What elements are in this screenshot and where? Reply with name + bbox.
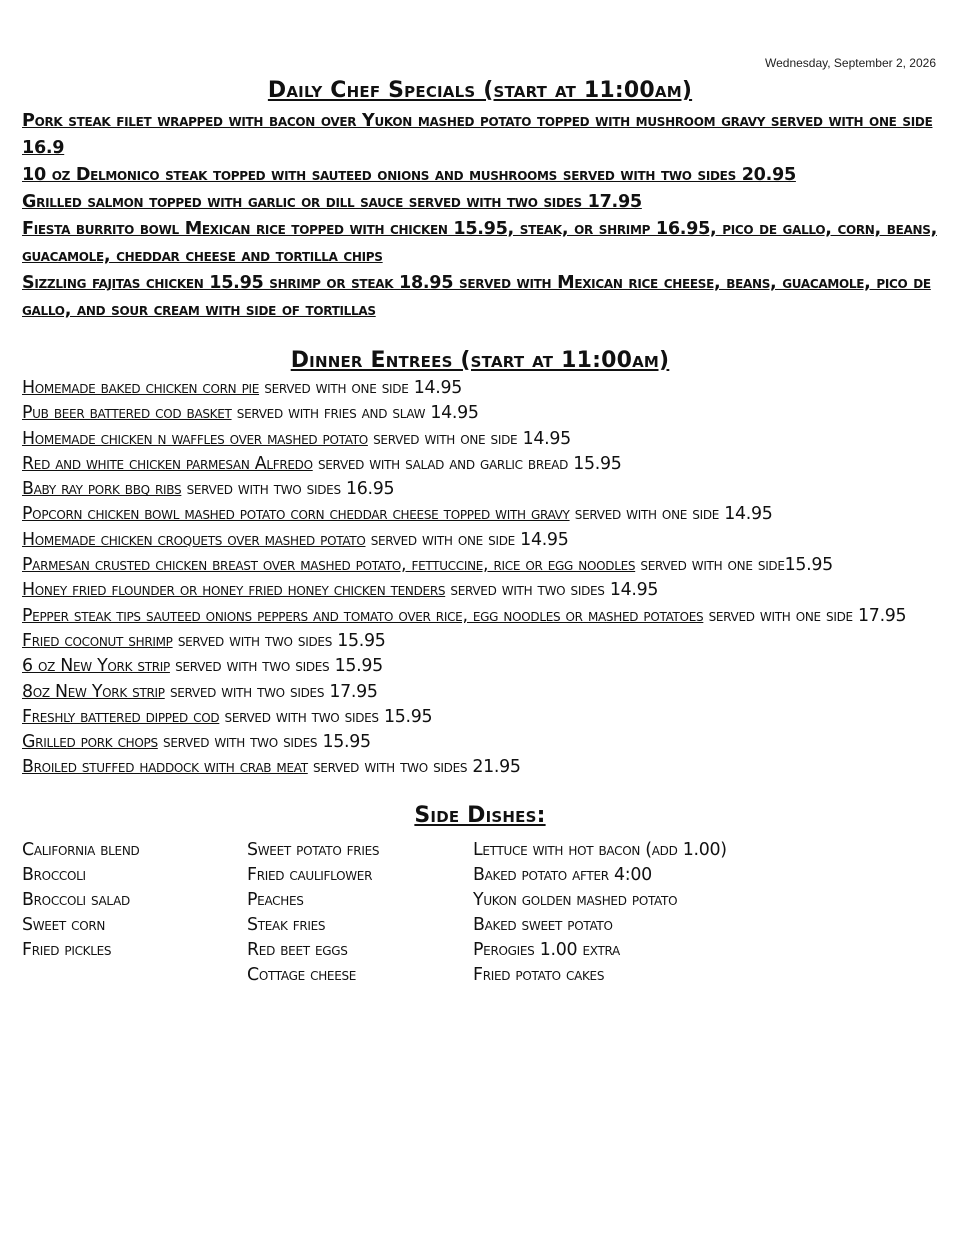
entree-item: [22, 755, 938, 780]
entree-name: Pub beer battered cod basket: [22, 403, 232, 424]
special-item: Fiesta burrito bowl Mexican rice topped with chicken 15.95, steak, or shrimp 16.95, pico de gallo, corn, beans, guacamole, cheddar cheese and tortilla chips: [22, 219, 937, 266]
side-item: Baked sweet potato: [473, 914, 613, 935]
entree-item: [22, 502, 938, 527]
entree-item: [22, 629, 938, 654]
entree-item: [22, 680, 938, 705]
entree-detail: served with two sides 16.95: [181, 479, 395, 500]
entree-item: [22, 730, 938, 755]
special-item: Grilled salmon topped with garlic or dill sauce served with two sides 17.95: [22, 192, 642, 212]
entree-item: [22, 705, 938, 730]
entree-name: Parmesan crusted chicken breast over mashed potato, fettuccine, rice or egg noodles: [22, 555, 636, 576]
entree-name: Freshly battered dipped cod: [22, 706, 220, 727]
entree-name: Fried coconut shrimp: [22, 630, 173, 651]
entree-detail: served with one side 14.95: [259, 378, 463, 398]
side-item-empty: [22, 964, 247, 987]
entree-detail: served with salad and garlic bread 15.95: [312, 453, 622, 474]
entree-name: Popcorn chicken bowl mashed potato corn cheddar cheese topped with gravy: [22, 504, 570, 525]
entree-item: [22, 604, 938, 629]
entree-item: [22, 654, 938, 679]
side-item: Fried cauliflower: [247, 864, 373, 885]
entree-detail: served with one side 14.95: [365, 529, 569, 550]
print-date: Wednesday, September 2, 2026: [765, 56, 936, 70]
entree-item: [22, 427, 938, 452]
side-item: Broccoli salad: [22, 889, 130, 910]
entree-detail: served with two sides 15.95: [219, 706, 433, 727]
side-item: Fried potato cakes: [473, 964, 605, 985]
entree-item: [22, 553, 938, 578]
entree-detail: served with two sides 21.95: [307, 757, 521, 778]
entrees-heading: Dinner Entrees (start at 11:00am): [290, 348, 670, 373]
entree-detail: served with one side 17.95: [703, 605, 907, 626]
entree-detail: served with two sides 15.95: [172, 630, 386, 651]
side-item: Lettuce with hot bacon (add 1.00): [473, 839, 727, 860]
specials-heading: Daily Chef Specials (start at 11:00am): [267, 78, 693, 103]
entree-name: Pepper steak tips sauteed onions peppers and tomato over rice, egg noodles or mashed potatoes: [22, 605, 704, 626]
entree-detail: served with one side 14.95: [569, 504, 773, 525]
entree-detail: served with two sides 15.95: [157, 732, 371, 753]
special-item: 10 oz Delmonico steak topped with sauteed onions and mushrooms served with two sides 20.95: [22, 165, 796, 185]
side-item: Steak fries: [247, 914, 326, 935]
entree-name: 8oz New York strip: [22, 681, 165, 702]
entree-item: [22, 528, 938, 553]
entree-detail: served with two sides 15.95: [169, 656, 383, 677]
entree-name: Broiled stuffed haddock with crab meat: [22, 757, 308, 778]
sides-heading: Side Dishes:: [414, 802, 546, 828]
side-item: Sweet corn: [22, 914, 106, 935]
entree-name: 6 oz New York strip: [22, 656, 170, 677]
sides-grid: [22, 839, 938, 987]
entree-item: [22, 578, 938, 603]
entree-name: Homemade chicken croquets over mashed potato: [22, 529, 366, 550]
specials-list: [22, 108, 938, 324]
entree-item: [22, 452, 938, 477]
special-item: Sizzling fajitas chicken 15.95 shrimp or steak 18.95 served with Mexican rice cheese, beans, guacamole, pico de gallo, and sour cream with side of tortillas: [22, 273, 931, 320]
entree-item: [22, 401, 938, 426]
entree-item: [22, 477, 938, 502]
side-item: Peaches: [247, 889, 304, 910]
entree-detail: served with fries and slaw 14.95: [231, 403, 479, 424]
side-item: Cottage cheese: [247, 964, 357, 985]
side-item: California blend: [22, 839, 140, 860]
entree-name: Baby ray pork bbq ribs: [22, 479, 182, 500]
side-item: Red beet eggs: [247, 939, 348, 960]
side-item: Baked potato after 4:00: [473, 864, 652, 885]
side-item: Sweet potato fries: [247, 839, 380, 860]
entree-detail: served with one side15.95: [635, 555, 833, 576]
entree-name: Honey fried flounder or honey fried honey chicken tenders: [22, 580, 446, 601]
entree-name: Homemade baked chicken corn pie: [22, 378, 260, 398]
entree-name: Homemade chicken n waffles over mashed potato: [22, 428, 368, 449]
side-item: Perogies 1.00 extra: [473, 939, 620, 960]
entree-detail: served with one side 14.95: [367, 428, 571, 449]
entree-name: Red and white chicken parmesan Alfredo: [22, 453, 313, 474]
special-item: Pork steak filet wrapped with bacon over Yukon mashed potato topped with mushroom gravy served with one side 16.9: [22, 111, 933, 158]
side-item: Fried pickles: [22, 939, 112, 960]
entree-detail: served with two sides 14.95: [445, 580, 659, 601]
entree-item: [22, 376, 938, 401]
side-item: Broccoli: [22, 864, 86, 885]
entree-detail: served with two sides 17.95: [164, 681, 378, 702]
side-item: Yukon golden mashed potato: [473, 889, 678, 910]
entree-name: Grilled pork chops: [22, 732, 158, 753]
entrees-list: [22, 376, 938, 781]
menu-document: [22, 76, 938, 987]
